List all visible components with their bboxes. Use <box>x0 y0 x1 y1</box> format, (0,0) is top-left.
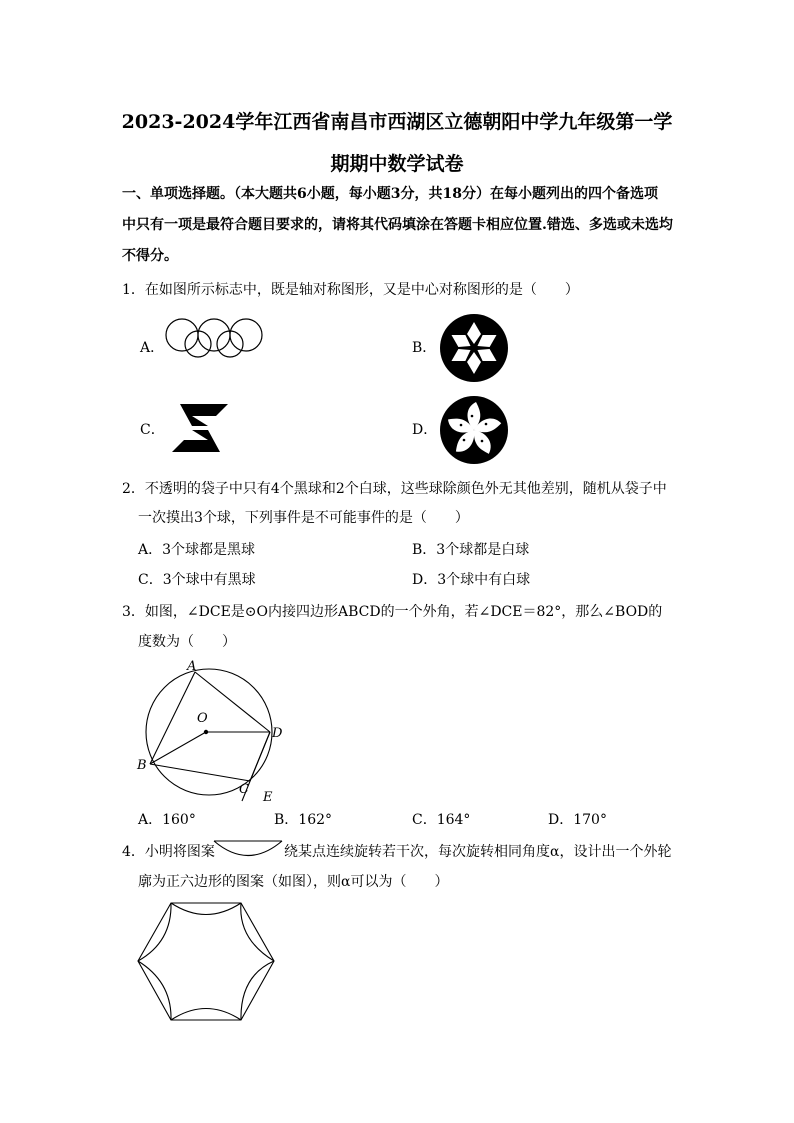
q1-stem: 1．在如图所示标志中，既是轴对称图形，又是中心对称图形的是（ ） <box>122 282 579 298</box>
q3-stem-line2: 度数为（ ） <box>138 634 236 650</box>
exam-title-line2: 期期中数学试卷 <box>330 153 464 175</box>
q3-option-c: C．164° <box>412 812 471 828</box>
q3-option-b: B．162° <box>274 812 333 828</box>
hexagon-pattern-diagram <box>136 898 276 1028</box>
q1-option-a-label: A． <box>140 340 165 356</box>
inscribed-quadrilateral-diagram <box>135 660 295 805</box>
q1-option-d-label: D． <box>412 422 438 438</box>
section1-instructions-line1: 一、单项选择题。（本大题共6小题，每小题3分，共18分）在每小题列出的四个备选项 <box>122 186 658 202</box>
q4-stem-line2: 廓为正六边形的图案（如图），则α可以为（ ） <box>138 874 449 890</box>
point-o-label: O <box>197 711 208 726</box>
s-logo-icon <box>162 402 238 454</box>
star-emblem-icon <box>438 312 510 384</box>
q2-option-c: C．3个球中有黑球 <box>138 572 256 588</box>
exam-title-line1: 2023-2024学年江西省南昌市西湖区立德朝阳中学九年级第一学 <box>121 111 673 133</box>
q4-stem-line1b: 绕某点连续旋转若干次，每次旋转相同角度α，设计出一个外轮 <box>284 844 672 860</box>
point-b-label: B <box>137 758 147 773</box>
q2-option-b: B．3个球都是白球 <box>412 542 530 558</box>
section1-instructions-line2: 中只有一项是最符合题目要求的，请将其代码填涂在答题卡相应位置.错选、多选或未选均 <box>122 217 673 233</box>
q2-stem-line2: 一次摸出3个球，下列事件是不可能事件的是（ ） <box>138 510 469 526</box>
q3-option-d: D．170° <box>548 812 607 828</box>
q4-stem-line1a: 4．小明将图案 <box>122 844 215 860</box>
q3-option-a: A．160° <box>138 812 196 828</box>
q1-option-b-label: B． <box>412 340 437 356</box>
point-d-label: D <box>272 726 283 741</box>
olympic-rings-icon <box>162 318 272 358</box>
q1-option-c-label: C． <box>140 422 165 438</box>
point-e-label: E <box>263 790 273 805</box>
arc-pattern-icon <box>212 838 284 860</box>
point-c-label: C <box>239 782 249 797</box>
q3-stem-line1: 3．如图，∠DCE是⊙O内接四边形ABCD的一个外角，若∠DCE＝82°，那么∠BOD的 <box>122 604 663 620</box>
q2-stem-line1: 2．不透明的袋子中只有4个黑球和2个白球，这些球除颜色外无其他差别，随机从袋子中 <box>122 481 667 497</box>
point-a-label: A <box>187 659 197 674</box>
q2-option-d: D．3个球中有白球 <box>412 572 531 588</box>
q2-option-a: A．3个球都是黑球 <box>138 542 256 558</box>
section1-instructions-line3: 不得分。 <box>122 248 178 264</box>
bauhinia-flower-icon <box>438 394 510 466</box>
